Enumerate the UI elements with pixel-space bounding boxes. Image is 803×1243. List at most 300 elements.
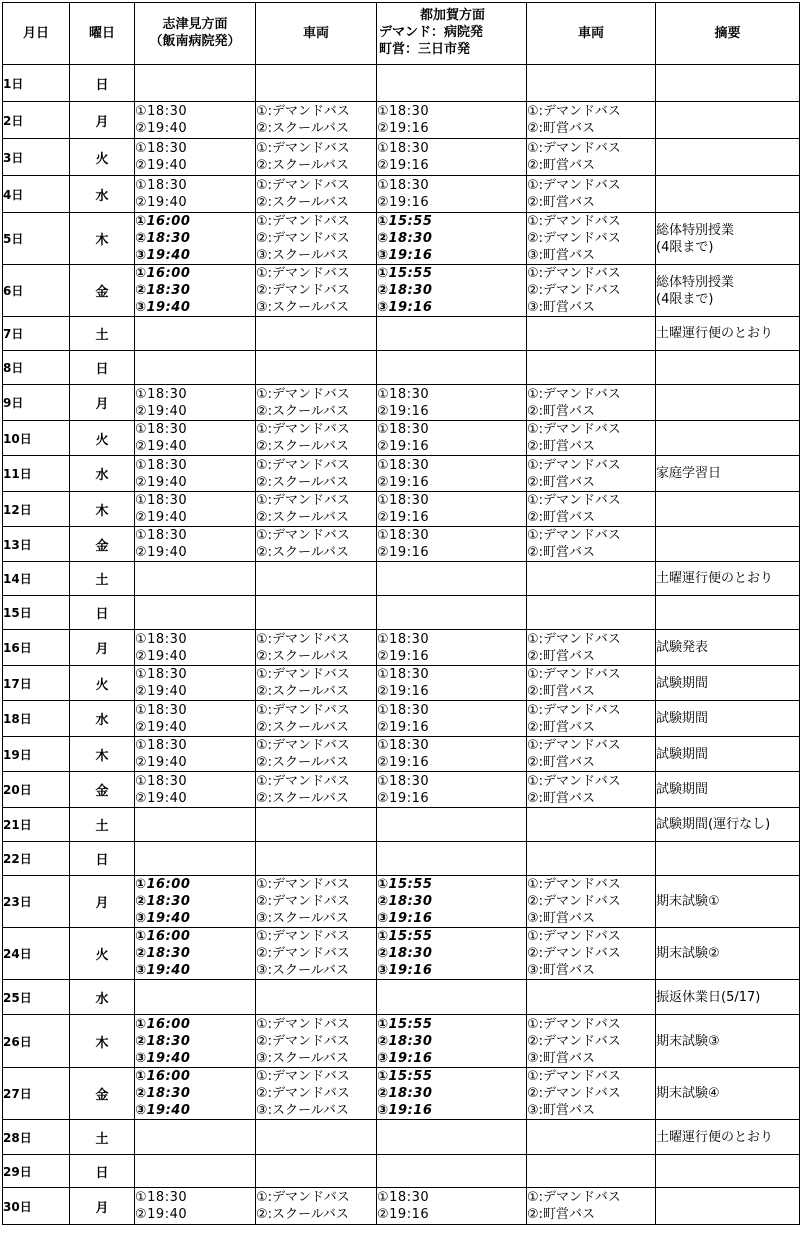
remarks-cell — [656, 176, 800, 213]
vehicle-label: ①:デマンドバス — [527, 422, 621, 437]
bus-schedule-table — [2, 2, 800, 1225]
tsukaga-times-cell — [377, 808, 527, 842]
vehicle-label: ①:デマンドバス — [527, 266, 621, 281]
vehicle-label: ②:スクールバス — [256, 1207, 349, 1222]
shitsumi-times-cell — [135, 630, 256, 666]
date-cell: 13日 — [3, 527, 70, 562]
remark-text: 総体特別授業 — [656, 274, 735, 290]
tsukaga-vehicle-cell — [527, 808, 656, 842]
vehicle-label: ①:デマンドバス — [256, 929, 350, 944]
header-weekday: 曜日 — [70, 3, 135, 65]
departure-time: ①15:55 — [377, 929, 433, 944]
remark-text: 総体特別授業 — [656, 222, 735, 238]
remark-text: 試験発表 — [656, 640, 709, 655]
remarks-cell — [656, 527, 800, 562]
departure-time: ②19:16 — [377, 755, 430, 770]
header-remarks: 摘要 — [656, 3, 800, 65]
weekday-cell: 水 — [70, 701, 135, 737]
weekday-cell: 土 — [70, 317, 135, 351]
vehicle-label: ①:デマンドバス — [256, 738, 350, 753]
vehicle-label: ①:デマンドバス — [527, 773, 621, 789]
vehicle-label: ②:町営バス — [527, 684, 596, 699]
vehicle-label: ②:デマンドバス — [256, 283, 350, 298]
shitsumi-times-cell — [135, 456, 256, 492]
shitsumi-times-cell — [135, 176, 256, 213]
departure-time: ①18:30 — [377, 422, 430, 437]
vehicle-label: ③:町営バス — [527, 1103, 596, 1118]
tsukaga-times-cell — [377, 527, 527, 562]
departure-time: ①18:30 — [135, 457, 188, 473]
departure-time: ①18:30 — [377, 141, 430, 156]
table-row — [3, 876, 800, 928]
shitsumi-times-cell — [135, 737, 256, 772]
departure-time: ②18:30 — [135, 231, 191, 246]
date-cell: 24日 — [3, 928, 70, 980]
vehicle-label: ①:デマンドバス — [256, 877, 350, 892]
vehicle-label: ①:デマンドバス — [527, 104, 621, 119]
weekday-cell: 木 — [70, 1015, 135, 1068]
tsukaga-vehicle-cell — [527, 842, 656, 876]
shitsumi-vehicle-cell — [256, 351, 377, 385]
date-cell: 22日 — [3, 842, 70, 876]
remarks-cell — [656, 666, 800, 701]
tsukaga-vehicle-cell — [527, 772, 656, 808]
vehicle-label: ①:デマンドバス — [256, 702, 350, 718]
departure-time: ②19:40 — [135, 545, 188, 560]
departure-time: ①15:55 — [377, 1069, 433, 1084]
remark-text: 期末試験② — [656, 946, 720, 961]
shitsumi-vehicle-cell — [256, 176, 377, 213]
vehicle-label: ①:デマンドバス — [256, 493, 350, 508]
shitsumi-vehicle-cell — [256, 65, 377, 102]
table-row — [3, 842, 800, 876]
departure-time: ②18:30 — [377, 231, 433, 246]
vehicle-label: ②:デマンドバス — [527, 283, 621, 298]
table-row — [3, 265, 800, 317]
date-cell: 4日 — [3, 176, 70, 213]
vehicle-label: ②:スクールバス — [256, 510, 349, 525]
tsukaga-times-cell — [377, 213, 527, 265]
tsukaga-times-cell — [377, 1188, 527, 1225]
remark-text: (4限まで) — [656, 239, 714, 255]
table-row — [3, 562, 800, 596]
weekday-cell: 日 — [70, 65, 135, 102]
vehicle-label: ②:スクールバス — [256, 195, 349, 210]
departure-time: ②19:16 — [377, 790, 430, 806]
departure-time: ①18:30 — [377, 773, 430, 789]
shitsumi-times-cell — [135, 1155, 256, 1188]
table-row — [3, 808, 800, 842]
remarks-cell — [656, 808, 800, 842]
header-month-day: 月日 — [3, 3, 70, 65]
vehicle-label: ①:デマンドバス — [256, 773, 350, 789]
table-row — [3, 701, 800, 737]
date-cell: 25日 — [3, 980, 70, 1015]
tsukaga-times-cell — [377, 928, 527, 980]
departure-time: ①18:30 — [377, 667, 430, 682]
tsukaga-vehicle-cell — [527, 596, 656, 630]
weekday-cell: 月 — [70, 630, 135, 666]
tsukaga-times-cell — [377, 772, 527, 808]
vehicle-label: ①:デマンドバス — [256, 178, 350, 193]
shitsumi-vehicle-cell — [256, 630, 377, 666]
departure-time: ②18:30 — [377, 1033, 433, 1049]
date-cell: 17日 — [3, 666, 70, 701]
tsukaga-times-cell — [377, 385, 527, 421]
shitsumi-vehicle-cell — [256, 265, 377, 317]
vehicle-label: ①:デマンドバス — [256, 1190, 350, 1205]
tsukaga-vehicle-cell — [527, 1068, 656, 1120]
table-row — [3, 213, 800, 265]
weekday-cell: 水 — [70, 456, 135, 492]
vehicle-label: ①:デマンドバス — [527, 1016, 621, 1032]
date-cell: 9日 — [3, 385, 70, 421]
vehicle-label: ①:デマンドバス — [527, 493, 621, 508]
weekday-cell: 火 — [70, 139, 135, 176]
tsukaga-times-cell — [377, 492, 527, 527]
vehicle-label: ①:デマンドバス — [527, 1069, 621, 1084]
shitsumi-vehicle-cell — [256, 772, 377, 808]
weekday-cell: 土 — [70, 562, 135, 596]
remarks-cell — [656, 456, 800, 492]
departure-time: ①18:30 — [377, 702, 430, 718]
vehicle-label: ②:町営バス — [527, 158, 596, 173]
date-cell: 16日 — [3, 630, 70, 666]
tsukaga-vehicle-cell — [527, 737, 656, 772]
departure-time: ③19:40 — [135, 1103, 191, 1118]
date-cell: 27日 — [3, 1068, 70, 1120]
shitsumi-vehicle-cell — [256, 492, 377, 527]
shitsumi-times-cell — [135, 980, 256, 1015]
tsukaga-vehicle-cell — [527, 876, 656, 928]
shitsumi-times-cell — [135, 385, 256, 421]
header-tsukaga-line: 町営：三日市発 — [379, 42, 471, 57]
departure-time: ②19:40 — [135, 158, 188, 173]
remark-text: 試験期間(運行なし) — [656, 817, 771, 832]
departure-time: ②18:30 — [377, 946, 433, 961]
tsukaga-vehicle-cell — [527, 562, 656, 596]
remark-text: 期末試験① — [656, 894, 720, 909]
tsukaga-vehicle-cell — [527, 265, 656, 317]
shitsumi-vehicle-cell — [256, 562, 377, 596]
vehicle-label: ②:町営バス — [527, 195, 596, 210]
date-cell: 23日 — [3, 876, 70, 928]
date-cell: 30日 — [3, 1188, 70, 1225]
shitsumi-vehicle-cell — [256, 1120, 377, 1155]
vehicle-label: ①:デマンドバス — [527, 1190, 621, 1205]
tsukaga-times-cell — [377, 596, 527, 630]
departure-time: ①16:00 — [135, 214, 191, 229]
tsukaga-times-cell — [377, 65, 527, 102]
vehicle-label: ③:スクールバス — [256, 1103, 349, 1118]
header-shitsumi — [135, 3, 256, 65]
remarks-cell — [656, 1188, 800, 1225]
shitsumi-vehicle-cell — [256, 980, 377, 1015]
vehicle-label: ①:デマンドバス — [527, 141, 621, 156]
table-row — [3, 527, 800, 562]
departure-time: ②19:16 — [377, 158, 430, 173]
shitsumi-times-cell — [135, 492, 256, 527]
tsukaga-times-cell — [377, 701, 527, 737]
departure-time: ③19:16 — [377, 248, 433, 263]
departure-time: ①18:30 — [377, 386, 430, 402]
tsukaga-times-cell — [377, 666, 527, 701]
vehicle-label: ②:デマンドバス — [256, 1033, 350, 1049]
table-row — [3, 102, 800, 139]
vehicle-label: ③:町営バス — [527, 963, 596, 978]
vehicle-label: ②:町営バス — [527, 790, 596, 806]
table-row — [3, 139, 800, 176]
vehicle-label: ②:デマンドバス — [256, 1086, 350, 1101]
remarks-cell — [656, 421, 800, 456]
remarks-cell — [656, 1120, 800, 1155]
shitsumi-times-cell — [135, 1015, 256, 1068]
tsukaga-vehicle-cell — [527, 666, 656, 701]
departure-time: ②19:40 — [135, 121, 188, 136]
vehicle-label: ②:スクールバス — [256, 790, 349, 806]
weekday-cell: 水 — [70, 176, 135, 213]
shitsumi-vehicle-cell — [256, 808, 377, 842]
vehicle-label: ①:デマンドバス — [527, 738, 621, 753]
departure-time: ②18:30 — [377, 1086, 433, 1101]
shitsumi-vehicle-cell — [256, 213, 377, 265]
tsukaga-vehicle-cell — [527, 1155, 656, 1188]
remark-text: 試験期間 — [656, 782, 709, 797]
departure-time: ②19:16 — [377, 439, 430, 454]
departure-time: ②19:16 — [377, 719, 430, 735]
remarks-cell — [656, 928, 800, 980]
departure-time: ②18:30 — [377, 894, 433, 909]
departure-time: ①16:00 — [135, 929, 191, 944]
remark-text: 試験期間 — [656, 675, 709, 691]
vehicle-label: ②:町営バス — [527, 510, 596, 525]
vehicle-label: ①:デマンドバス — [256, 1069, 350, 1084]
shitsumi-times-cell — [135, 213, 256, 265]
table-row — [3, 737, 800, 772]
weekday-cell: 金 — [70, 772, 135, 808]
shitsumi-times-cell — [135, 808, 256, 842]
departure-time: ③19:16 — [377, 963, 433, 978]
departure-time: ①18:30 — [377, 457, 430, 473]
vehicle-label: ①:デマンドバス — [256, 386, 350, 402]
date-cell: 11日 — [3, 456, 70, 492]
remarks-cell — [656, 701, 800, 737]
weekday-cell: 月 — [70, 1188, 135, 1225]
date-cell: 15日 — [3, 596, 70, 630]
remarks-cell — [656, 1015, 800, 1068]
departure-time: ③19:16 — [377, 911, 433, 926]
header-tsukaga — [377, 3, 527, 65]
table-row — [3, 928, 800, 980]
remark-text: 土曜運行便のとおり — [656, 1129, 774, 1145]
departure-time: ②18:30 — [135, 946, 191, 961]
header-tsukaga-line: デマンド：病院発 — [379, 25, 484, 40]
remarks-cell — [656, 265, 800, 317]
tsukaga-vehicle-cell — [527, 317, 656, 351]
header-tsukaga-line: 都加賀方面 — [419, 8, 485, 23]
departure-time: ②19:40 — [135, 1207, 188, 1222]
table-row — [3, 492, 800, 527]
shitsumi-times-cell — [135, 596, 256, 630]
table-row — [3, 351, 800, 385]
departure-time: ①16:00 — [135, 1016, 191, 1032]
departure-time: ②19:40 — [135, 719, 188, 735]
table-row — [3, 176, 800, 213]
tsukaga-vehicle-cell — [527, 492, 656, 527]
tsukaga-times-cell — [377, 265, 527, 317]
weekday-cell: 日 — [70, 1155, 135, 1188]
shitsumi-vehicle-cell — [256, 317, 377, 351]
remark-text: 土曜運行便のとおり — [656, 571, 774, 586]
departure-time: ②19:40 — [135, 790, 188, 806]
departure-time: ②19:16 — [377, 403, 430, 419]
vehicle-label: ①:デマンドバス — [527, 631, 621, 647]
weekday-cell: 土 — [70, 1120, 135, 1155]
date-cell: 19日 — [3, 737, 70, 772]
weekday-cell: 日 — [70, 596, 135, 630]
tsukaga-vehicle-cell — [527, 1188, 656, 1225]
shitsumi-times-cell — [135, 265, 256, 317]
vehicle-label: ②:町営バス — [527, 474, 596, 490]
remarks-cell — [656, 737, 800, 772]
departure-time: ③19:40 — [135, 963, 191, 978]
departure-time: ①18:30 — [135, 386, 188, 402]
date-cell: 5日 — [3, 213, 70, 265]
date-cell: 2日 — [3, 102, 70, 139]
shitsumi-vehicle-cell — [256, 1188, 377, 1225]
shitsumi-times-cell — [135, 772, 256, 808]
date-cell: 28日 — [3, 1120, 70, 1155]
remarks-cell — [656, 1155, 800, 1188]
table-row — [3, 666, 800, 701]
vehicle-label: ②:町営バス — [527, 719, 596, 735]
tsukaga-times-cell — [377, 1120, 527, 1155]
vehicle-label: ②:スクールバス — [256, 121, 349, 136]
shitsumi-times-cell — [135, 562, 256, 596]
vehicle-label: ②:スクールバス — [256, 439, 349, 454]
departure-time: ①18:30 — [135, 493, 188, 508]
departure-time: ②19:16 — [377, 121, 430, 136]
vehicle-label: ①:デマンドバス — [527, 877, 621, 892]
shitsumi-times-cell — [135, 876, 256, 928]
date-cell: 26日 — [3, 1015, 70, 1068]
departure-time: ①18:30 — [135, 773, 188, 789]
tsukaga-times-cell — [377, 176, 527, 213]
shitsumi-times-cell — [135, 1120, 256, 1155]
tsukaga-times-cell — [377, 351, 527, 385]
departure-time: ①18:30 — [135, 738, 188, 753]
departure-time: ②19:16 — [377, 648, 430, 664]
departure-time: ②19:16 — [377, 545, 430, 560]
weekday-cell: 月 — [70, 385, 135, 421]
vehicle-label: ③:スクールバス — [256, 963, 349, 978]
table-row — [3, 1155, 800, 1188]
remarks-cell — [656, 842, 800, 876]
remark-text: 期末試験③ — [656, 1033, 720, 1049]
remarks-cell — [656, 1068, 800, 1120]
tsukaga-times-cell — [377, 842, 527, 876]
vehicle-label: ①:デマンドバス — [256, 422, 350, 437]
weekday-cell: 日 — [70, 351, 135, 385]
departure-time: ①18:30 — [377, 178, 430, 193]
vehicle-label: ②:デマンドバス — [256, 894, 350, 909]
departure-time: ①15:55 — [377, 214, 433, 229]
departure-time: ②18:30 — [135, 894, 191, 909]
shitsumi-vehicle-cell — [256, 701, 377, 737]
vehicle-label: ①:デマンドバス — [256, 457, 350, 473]
weekday-cell: 火 — [70, 421, 135, 456]
shitsumi-vehicle-cell — [256, 666, 377, 701]
table-row — [3, 317, 800, 351]
date-cell: 12日 — [3, 492, 70, 527]
vehicle-label: ②:スクールバス — [256, 648, 349, 664]
vehicle-label: ③:スクールバス — [256, 1050, 349, 1066]
date-cell: 8日 — [3, 351, 70, 385]
shitsumi-times-cell — [135, 527, 256, 562]
remarks-cell — [656, 876, 800, 928]
departure-time: ③19:40 — [135, 1050, 191, 1066]
weekday-cell: 火 — [70, 928, 135, 980]
tsukaga-times-cell — [377, 737, 527, 772]
table-row — [3, 596, 800, 630]
tsukaga-times-cell — [377, 630, 527, 666]
shitsumi-times-cell — [135, 351, 256, 385]
tsukaga-times-cell — [377, 102, 527, 139]
vehicle-label: ③:スクールバス — [256, 911, 349, 926]
vehicle-label: ③:スクールバス — [256, 248, 349, 263]
departure-time: ①18:30 — [135, 528, 188, 543]
departure-time: ①18:30 — [377, 738, 430, 753]
remark-text: 試験期間 — [656, 711, 709, 726]
departure-time: ①18:30 — [377, 104, 430, 119]
date-cell: 20日 — [3, 772, 70, 808]
remark-text: 家庭学習日 — [656, 466, 722, 481]
header-shitsumi-line: （飯南病院発） — [149, 33, 241, 49]
shitsumi-vehicle-cell — [256, 1015, 377, 1068]
remarks-cell — [656, 596, 800, 630]
departure-time: ③19:16 — [377, 1050, 433, 1066]
departure-time: ②19:40 — [135, 403, 188, 419]
vehicle-label: ②:町営バス — [527, 755, 596, 770]
tsukaga-vehicle-cell — [527, 456, 656, 492]
tsukaga-vehicle-cell — [527, 176, 656, 213]
departure-time: ①18:30 — [377, 1190, 430, 1205]
shitsumi-times-cell — [135, 1188, 256, 1225]
vehicle-label: ③:町営バス — [527, 248, 596, 263]
shitsumi-vehicle-cell — [256, 527, 377, 562]
departure-time: ③19:16 — [377, 300, 433, 315]
table-row — [3, 980, 800, 1015]
weekday-cell: 水 — [70, 980, 135, 1015]
remark-text: 期末試験④ — [656, 1086, 720, 1101]
departure-time: ①15:55 — [377, 1016, 433, 1032]
vehicle-label: ③:町営バス — [527, 300, 596, 315]
weekday-cell: 火 — [70, 666, 135, 701]
date-cell: 10日 — [3, 421, 70, 456]
departure-time: ①15:55 — [377, 266, 433, 281]
tsukaga-times-cell — [377, 456, 527, 492]
shitsumi-times-cell — [135, 666, 256, 701]
vehicle-label: ②:デマンドバス — [256, 946, 350, 961]
departure-time: ②19:40 — [135, 510, 188, 525]
weekday-cell: 日 — [70, 842, 135, 876]
vehicle-label: ③:町営バス — [527, 911, 596, 926]
shitsumi-vehicle-cell — [256, 596, 377, 630]
header-vehicle-2: 車両 — [527, 3, 656, 65]
vehicle-label: ②:スクールバス — [256, 755, 349, 770]
departure-time: ②18:30 — [135, 283, 191, 298]
tsukaga-vehicle-cell — [527, 102, 656, 139]
